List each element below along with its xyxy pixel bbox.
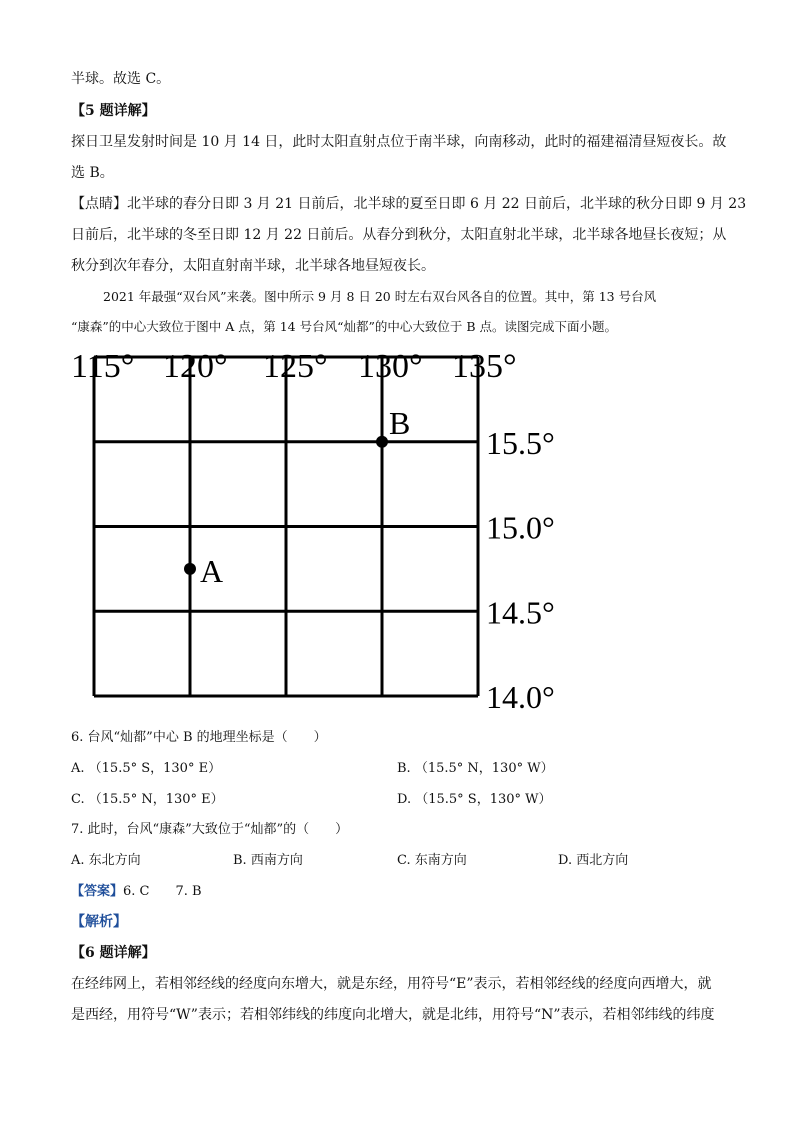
- intro-line: 2021 年最强“双台风”来袭。图中所示 9 月 8 日 20 时左右双台风各自的位置。其中，第 13 号台风: [103, 289, 657, 304]
- text-line: 半球。故选 C。: [71, 71, 171, 87]
- q7-option-c[interactable]: C. 东南方向: [397, 853, 467, 868]
- q6-option-a[interactable]: A. （15.5° S，130° E）: [71, 761, 222, 776]
- question-6-stem: 6. 台风“灿都”中心 B 的地理坐标是（ ）: [71, 730, 327, 745]
- typhoon-point-a: [184, 563, 196, 575]
- longitude-label: 125°: [263, 348, 328, 385]
- q7-option-a[interactable]: A. 东北方向: [71, 853, 141, 868]
- latitude-label: 14.0°: [486, 679, 555, 715]
- section-heading-5: 【5 题详解】: [71, 103, 156, 119]
- text-line: 探日卫星发射时间是 10 月 14 日，此时太阳直射点位于南半球，向南移动，此时的福建福清昼短夜长。故: [71, 134, 727, 150]
- point-label-a: A: [200, 552, 224, 589]
- typhoon-points: [184, 405, 410, 589]
- longitude-label: 135°: [452, 348, 517, 385]
- text-line: 日前后，北半球的冬至日即 12 月 22 日前后。从春分到秋分，太阳直射北半球，北半球各地昼长夜短；从: [71, 227, 727, 243]
- longitude-label: 130°: [358, 348, 423, 385]
- latitude-label: 15.0°: [486, 509, 555, 546]
- q7-option-d[interactable]: D. 西北方向: [558, 853, 629, 868]
- question-7-stem: 7. 此时，台风“康森”大致位于“灿都”的（ ）: [71, 822, 349, 837]
- q7-option-b[interactable]: B. 西南方向: [233, 853, 303, 868]
- latitude-label: 15.5°: [486, 424, 555, 461]
- grid-lines: [94, 357, 478, 696]
- analysis-heading: 【解析】: [71, 914, 127, 930]
- typhoon-point-b: [376, 436, 388, 448]
- intro-line: “康森”的中心大致位于图中 A 点，第 14 号台风“灿都”的中心大致位于 B 点。读图完成下面小题。: [71, 319, 618, 334]
- longitude-label: 115°: [71, 348, 135, 385]
- note-line: 【点睛】北半球的春分日即 3 月 21 日前后，北半球的夏至日即 6 月 22 日前后，北半球的秋分日即 9 月 23: [71, 196, 747, 212]
- q6-option-d[interactable]: D. （15.5° S，130° W）: [397, 792, 552, 807]
- answer-row: [71, 880, 202, 899]
- answer-value: 6. C 7. B: [123, 884, 202, 899]
- text-line: 在经纬网上，若相邻经线的经度向东增大，就是东经，用符号“E”表示，若相邻经线的经度向西增大，就: [71, 976, 712, 992]
- q6-option-b[interactable]: B. （15.5° N，130° W）: [397, 761, 554, 776]
- latitude-label: 14.5°: [486, 594, 555, 631]
- text-line: 秋分到次年春分，太阳直射南半球，北半球各地昼短夜长。: [71, 258, 435, 274]
- text-line: 选 B。: [71, 165, 114, 181]
- section-heading-6: 【6 题详解】: [71, 945, 156, 961]
- text-line: 是西经，用符号“W”表示；若相邻纬线的纬度向北增大，就是北纬，用符号“N”表示，若相邻纬线的纬度: [71, 1007, 715, 1023]
- point-label-b: B: [389, 404, 411, 441]
- longitude-label: 120°: [163, 348, 228, 385]
- latitude-labels: [486, 425, 555, 715]
- longitude-labels: [71, 348, 517, 385]
- q6-option-c[interactable]: C. （15.5° N，130° E）: [71, 792, 224, 807]
- answer-label: 【答案】: [71, 884, 124, 899]
